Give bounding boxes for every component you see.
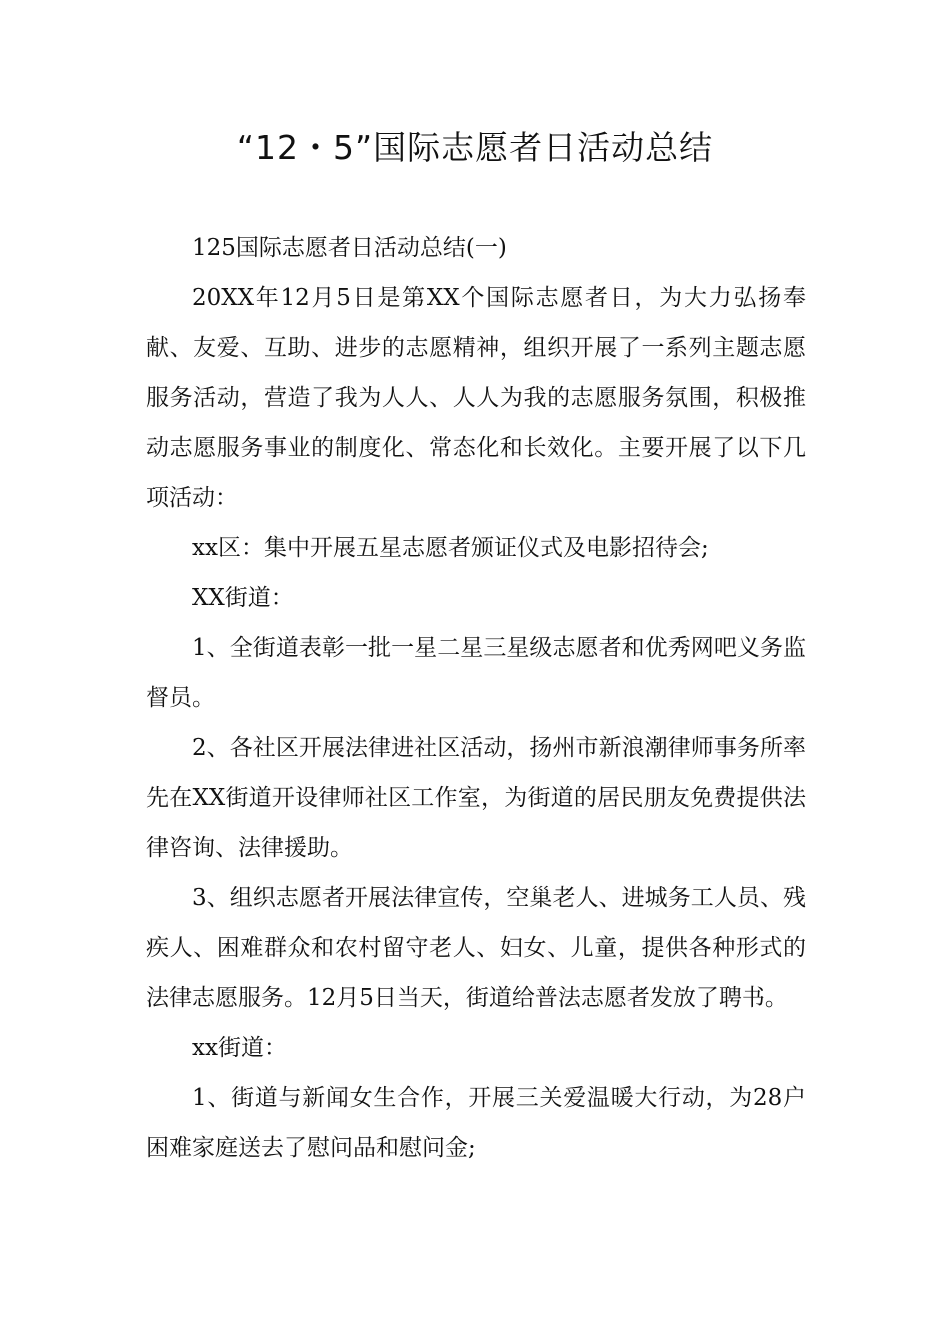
document-body [146, 223, 806, 1173]
paragraph-item: 2、各社区开展法律进社区活动，扬州市新浪潮律师事务所率先在XX街道开设律师社区工作室，为街道的居民朋友免费提供法律咨询、法律援助。 [146, 735, 806, 861]
paragraph-street-heading: XX街道： [192, 585, 294, 611]
document-title: “12・5”国际志愿者日活动总结 [236, 128, 714, 167]
paragraph-district: xx区：集中开展五星志愿者颁证仪式及电影招待会; [192, 535, 709, 561]
paragraph-item: 1、街道与新闻女生合作，开展三关爱温暖大行动，为28户困难家庭送去了慰问品和慰问金; [146, 1085, 806, 1161]
paragraph-subtitle: 125国际志愿者日活动总结(一) [192, 235, 507, 261]
paragraph-street-heading: xx街道： [192, 1035, 287, 1061]
paragraph-item: 1、全街道表彰一批一星二星三星级志愿者和优秀网吧义务监督员。 [146, 635, 806, 711]
paragraph-intro: 20XX年12月5日是第XX个国际志愿者日，为大力弘扬奉献、友爱、互助、进步的志愿精神，组织开展了一系列主题志愿服务活动，营造了我为人人、人人为我的志愿服务氛围，积极推动志愿服务事业的制度化、常态化和长效化。主要开展了以下几项活动： [146, 285, 806, 511]
paragraph-item: 3、组织志愿者开展法律宣传，空巢老人、进城务工人员、残疾人、困难群众和农村留守老人、妇女、儿童，提供各种形式的法律志愿服务。12月5日当天，街道给普法志愿者发放了聘书。 [146, 885, 806, 1011]
